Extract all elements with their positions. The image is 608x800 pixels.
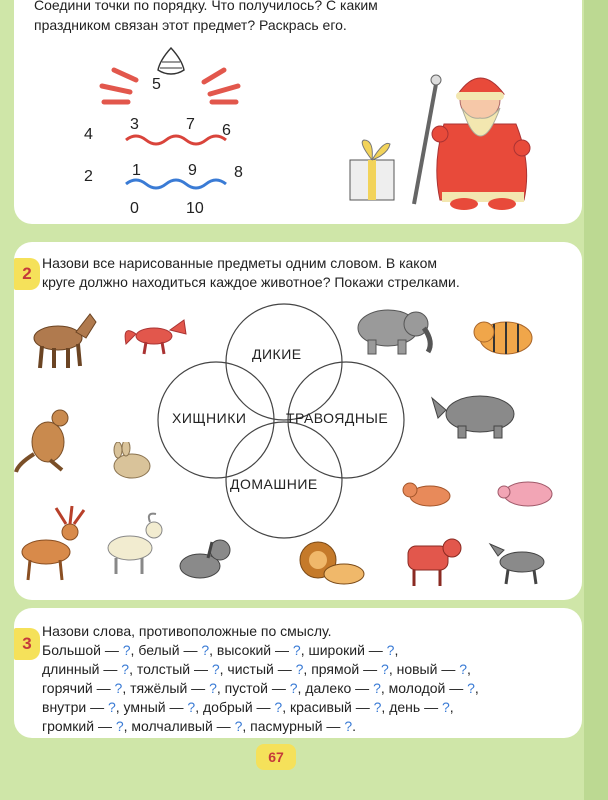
dot-3: 3 (130, 116, 139, 133)
dot-9: 9 (188, 162, 197, 179)
label-wild: ДИКИЕ (252, 346, 302, 362)
fox-icon (122, 314, 192, 358)
pig-icon (494, 474, 564, 514)
task2-text-line1: Назови все нарисованные предметы одним словом. В каком (42, 255, 437, 271)
task3-intro: Назови слова, противоположные по смыслу. (42, 623, 332, 639)
goat-icon (98, 510, 168, 580)
dot-5: 5 (152, 76, 161, 93)
horse-icon (20, 308, 100, 374)
cow-icon (398, 532, 468, 592)
dot-2: 2 (84, 168, 93, 185)
dot-7: 7 (186, 116, 195, 133)
dot-4: 4 (84, 126, 93, 143)
cat-icon (400, 474, 460, 514)
rabbit-icon (102, 442, 162, 482)
tiger-icon (470, 312, 540, 362)
task2-panel (14, 242, 582, 600)
deer-icon (12, 504, 92, 584)
lion-icon (298, 538, 368, 598)
label-domestic: ДОМАШНИЕ (230, 476, 318, 492)
task3-line1: Большой — ?, белый — ?, высокий — ?, широкий — ?, (42, 642, 399, 658)
kangaroo-icon (14, 404, 84, 474)
page-number: 67 (256, 744, 296, 770)
santa-claus-icon (344, 64, 554, 224)
task3-number: 3 (14, 628, 40, 660)
dot-8: 8 (234, 164, 243, 181)
task1-panel (14, 0, 582, 224)
rhino-icon (424, 384, 524, 444)
task3-line5: громкий — ?, молчаливый — ?, пасмурный — ?. (42, 718, 357, 734)
wolf-icon (488, 538, 558, 588)
dot-0: 0 (130, 200, 139, 217)
task2-text-line2: круге должно находиться каждое животное? Покажи стрелками. (42, 274, 460, 290)
task3-line2: длинный — ?, толстый — ?, чистый — ?, прямой — ?, новый — ?, (42, 661, 471, 677)
task1-text-line1: Соедини точки по порядку. Что получилось? С каким (34, 0, 378, 13)
label-predators: ХИЩНИКИ (172, 410, 247, 426)
label-herbivores: ТРАВОЯДНЫЕ (286, 410, 389, 426)
elephant-icon (348, 302, 438, 358)
dot-6: 6 (222, 122, 231, 139)
page-edge-strip (584, 0, 608, 800)
task2-number: 2 (14, 258, 40, 290)
dog-icon (170, 532, 240, 592)
circle-wild (226, 304, 342, 420)
dot-10: 10 (186, 200, 204, 217)
task3-line3: горячий — ?, тяжёлый — ?, пустой — ?, далеко — ?, молодой — ?, (42, 680, 479, 696)
task3-line4: внутри — ?, умный — ?, добрый — ?, красивый — ?, день — ?, (42, 699, 454, 715)
dot-1: 1 (132, 162, 141, 179)
task3-panel (14, 608, 582, 738)
task1-text-line2: праздником связан этот предмет? Раскрась его. (34, 17, 347, 33)
